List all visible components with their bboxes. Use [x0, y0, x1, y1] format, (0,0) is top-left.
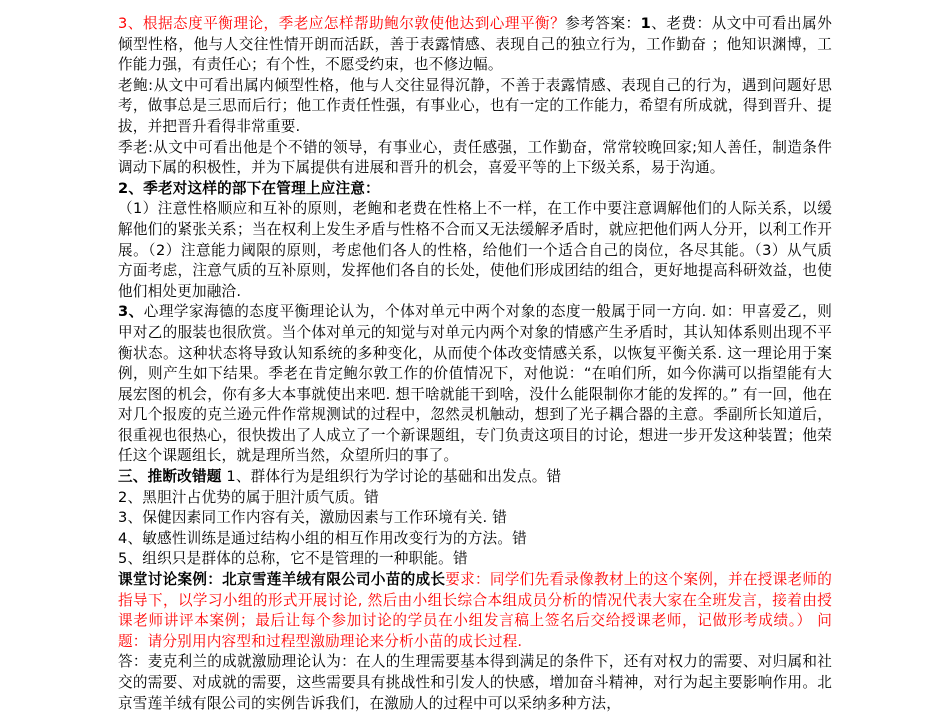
tf-section-title: 三、推断改错题 — [118, 468, 222, 486]
tf-item: 2、黑胆汁占优势的属于胆汁质气质。错 — [118, 488, 379, 506]
tf-item-1-line — [118, 467, 832, 488]
case-paragraph — [118, 570, 832, 652]
document-page — [118, 14, 832, 714]
point2-text: （1）注意性格顺应和互补的原则，老鲍和老费在性格上不一样，在工作中要注意调解他们的人际关系，以缓解他们的紧张关系；当在权利上发生矛盾与性格不合而又无法缓解矛盾时，就应把他们两人分开，以利工作开展。（2）注意能力阈限的原则，考虑他们各人的性格，给他们一个适合自己的岗位，各尽其能。（3）从气质方面考虑，注意气质的互补原则，发挥他们各自的长处，使他们形成团结的组合，更好地提高科研效益，也使他们相处更加融洽. — [118, 200, 832, 300]
point2-title: 2、季老对这样的部下在管理上应注意： — [118, 179, 380, 197]
laofei-analysis: 、老费：从文中可看出属外倾型性格，他与人交往性情开朗而活跃，善于表露情感、表现自己的独立行为，工作勤奋 ；他知识渊博，工作能力强，有责任心；有个性，不愿受约束，也不修边幅。 — [118, 15, 832, 74]
case-requirement: 要求：同学们先看录像教材上的这个案例，并在授课老师的指导下，以学习小组的形式开展讨论, 然后由小组长综合本组成员分析的情况代表大家在全班发言，接着由授课老师讲评本案例；最后让每个参加讨论的学员在小组发言稿上签名后交给授课老师，记做形考成绩。） — [118, 571, 833, 630]
answer-number: 1 — [640, 15, 651, 32]
jilao-analysis: 季老:从文中可看出他是个不错的领导，有事业心，责任感强，工作勤奋，常常较晚回家;知人善任，制造条件调动下属的积极性，并为下属提供有进展和晋升的机会，喜爱平等的上下级关系，易于沟通。 — [118, 138, 832, 177]
tf-item: 4、敏感性训练是通过结构小组的相互作用改变行为的方法。错 — [118, 529, 527, 547]
laobao-analysis: 老鲍:从文中可看出属内倾型性格，他与人交往显得沉静，不善于表露情感、表现自己的行为，遇到问题好思考，做事总是三思而后行；他工作责任性强，有事业心，也有一定的工作能力，希望有所成就，得到晋升、提拔，并把晋升看得非常重要. — [118, 76, 832, 135]
tf-item: 1、群体行为是组织行为学讨论的基础和出发点。错 — [221, 468, 562, 486]
answer-intro: 参考答案： — [565, 15, 641, 32]
tf-item: 5、组织只是群体的总称，它不是管理的一种职能。错 — [118, 550, 468, 568]
q3-question: 3、根据态度平衡理论，季老应怎样帮助鲍尔敦使他达到心理平衡？ — [118, 15, 566, 32]
q3-paragraph — [118, 14, 832, 76]
point3-paragraph — [118, 302, 832, 467]
case-title: 课堂讨论案例：北京雪莲羊绒有限公司小苗的成长 — [118, 571, 446, 589]
case-answer: 答：麦克利兰的成就激励理论认为：在人的生理需要基本得到满足的条件下，还有对权力的需要、对归属和社交的需要、对成就的需要，这些需要具有挑战性和引发人的快感，增加奋斗精神，对行为起主要影响作用。北京雪莲羊绒有限公司的实例告诉我们，在激励人的过程中可以采纳多种方法， — [118, 653, 832, 712]
point3-title: 3、 — [118, 303, 144, 321]
case-question: 问题：请分别用内容型和过程型激励理论来分析小苗的成长过程. — [118, 612, 833, 650]
tf-item: 3、保健因素同工作内容有关，激励因素与工作环境有关. 错 — [118, 509, 508, 527]
point3-text: 心理学家海德的态度平衡理论认为，个体对单元中两个对象的态度一般属于同一方向. 如：甲喜爱乙，则甲对乙的服装也很欣赏。当个体对单元的知觉与对单元内两个对象的情感产生矛盾时，其认知体系则出现不平衡状态。这种状态将导致认知系统的多种变化，从而使个体改变情感关系，以恢复平衡关系. 这一理论用于案例，则产生如下结果。季老在肯定鲍尔敦工作的价值情况下，对他说：“在咱们所，如今你满可以指望能有大展宏图的机会，你有多大本事就使出来吧. 想干啥就能干到啥，没什么能限制你才能的发挥的。” 有一回，他在对几个报废的克兰逊元件作常规测试的过程中，忽然灵机触动，想到了光子耦合器的主意。季副所长知道后，很重视也很热心，很快拨出了人成立了一个新课题组，专门负责这项目的讨论，想进一步开发这种装置；他荣任这个课题组长，就是理所当然，众望所归的事了。 — [118, 303, 833, 465]
